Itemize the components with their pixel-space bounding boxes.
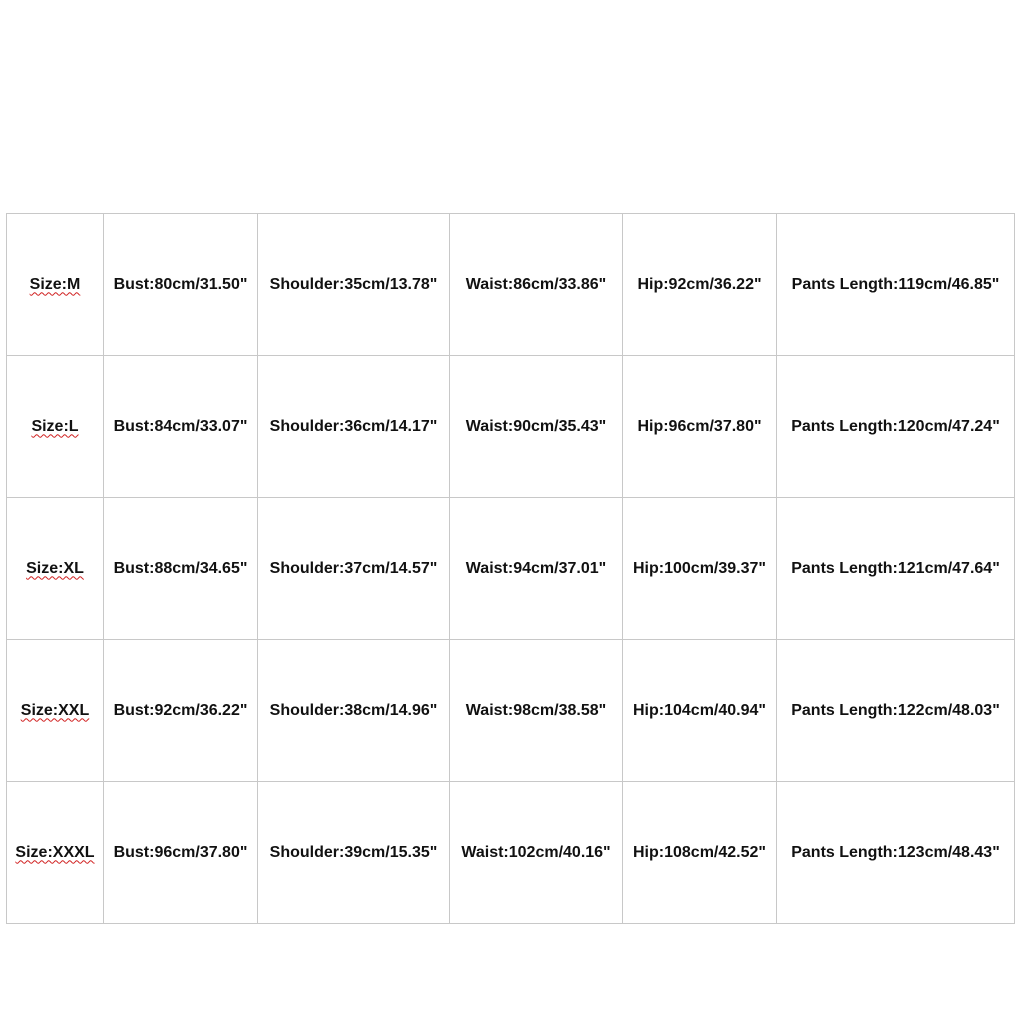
waist-cell: Waist:86cm/33.86" <box>450 214 623 356</box>
waist-cell: Waist:94cm/37.01" <box>450 498 623 640</box>
size-label: Size:XL <box>26 559 84 577</box>
size-cell <box>7 356 104 498</box>
size-chart-table <box>6 213 1015 924</box>
hip-cell: Hip:96cm/37.80" <box>623 356 777 498</box>
pants-length-cell: Pants Length:121cm/47.64" <box>777 498 1015 640</box>
shoulder-cell: Shoulder:39cm/15.35" <box>258 782 450 924</box>
size-label: Size:L <box>31 417 79 435</box>
pants-length-cell: Pants Length:123cm/48.43" <box>777 782 1015 924</box>
waist-cell: Waist:102cm/40.16" <box>450 782 623 924</box>
table-row-m <box>7 214 1015 356</box>
table-row-xxl <box>7 640 1015 782</box>
table-row-l <box>7 356 1015 498</box>
size-label: Size:XXL <box>20 701 90 719</box>
shoulder-cell: Shoulder:35cm/13.78" <box>258 214 450 356</box>
hip-cell: Hip:104cm/40.94" <box>623 640 777 782</box>
bust-cell: Bust:84cm/33.07" <box>104 356 258 498</box>
table-row-xl <box>7 498 1015 640</box>
hip-cell: Hip:108cm/42.52" <box>623 782 777 924</box>
shoulder-cell: Shoulder:37cm/14.57" <box>258 498 450 640</box>
hip-cell: Hip:92cm/36.22" <box>623 214 777 356</box>
shoulder-cell: Shoulder:38cm/14.96" <box>258 640 450 782</box>
table-row-xxxl <box>7 782 1015 924</box>
bust-cell: Bust:96cm/37.80" <box>104 782 258 924</box>
pants-length-cell: Pants Length:122cm/48.03" <box>777 640 1015 782</box>
pants-length-cell: Pants Length:119cm/46.85" <box>777 214 1015 356</box>
size-label: Size:M <box>29 275 81 293</box>
bust-cell: Bust:80cm/31.50" <box>104 214 258 356</box>
shoulder-cell: Shoulder:36cm/14.17" <box>258 356 450 498</box>
waist-cell: Waist:90cm/35.43" <box>450 356 623 498</box>
bust-cell: Bust:88cm/34.65" <box>104 498 258 640</box>
size-label: Size:XXXL <box>15 843 95 861</box>
size-cell <box>7 782 104 924</box>
bust-cell: Bust:92cm/36.22" <box>104 640 258 782</box>
waist-cell: Waist:98cm/38.58" <box>450 640 623 782</box>
size-cell <box>7 214 104 356</box>
size-cell <box>7 498 104 640</box>
pants-length-cell: Pants Length:120cm/47.24" <box>777 356 1015 498</box>
size-cell <box>7 640 104 782</box>
hip-cell: Hip:100cm/39.37" <box>623 498 777 640</box>
